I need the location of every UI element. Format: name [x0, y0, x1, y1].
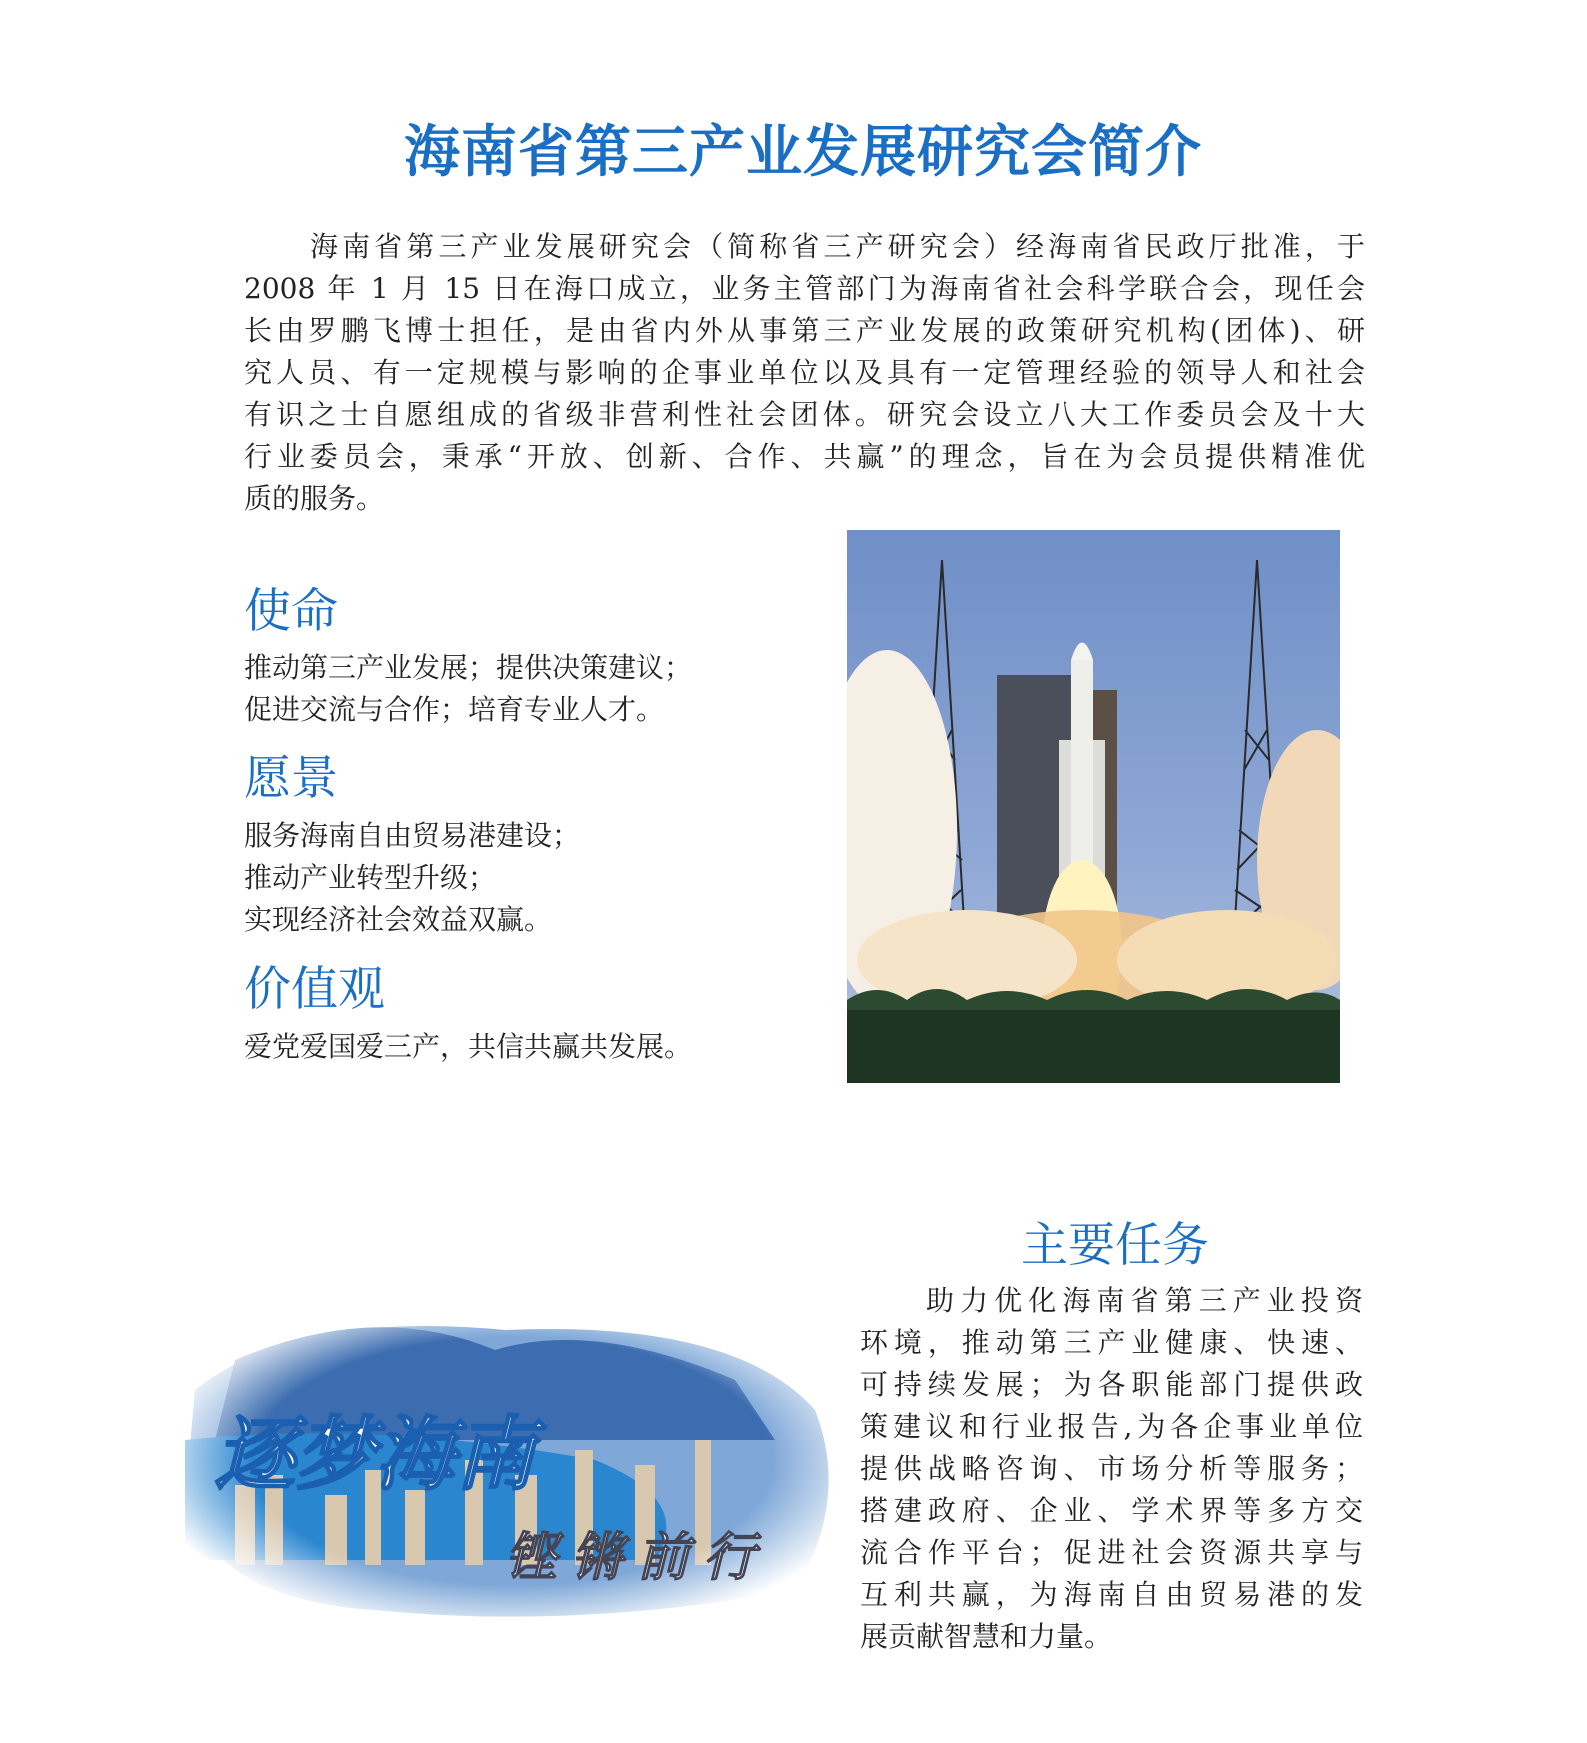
image-caption-sub: 铿锵前行: [505, 1527, 770, 1588]
tasks-line: 策建议和行业报告,为各企事业单位: [860, 1410, 1363, 1443]
vision-item: 实现经济社会效益双赢。: [244, 903, 553, 936]
intro-line: 长由罗鹏飞博士担任，是由省内外从事第三产业发展的政策研究机构(团体)、研: [244, 314, 1365, 347]
image-caption-main: 逐梦海南: [215, 1407, 535, 1501]
intro-line: 究人员、有一定规模与影响的企事业单位以及具有一定管理经验的领导人和社会: [244, 356, 1365, 389]
rocket-launch-image: [847, 530, 1340, 1083]
vision-heading: 愿景: [244, 751, 338, 806]
vision-item: 推动产业转型升级；: [244, 861, 497, 894]
tasks-line: 互利共赢，为海南自由贸易港的发: [860, 1578, 1363, 1611]
mission-heading: 使命: [244, 584, 338, 639]
mission-item: 促进交流与合作；培育专业人才。: [244, 693, 665, 726]
tasks-line: 搭建政府、企业、学术界等多方交: [860, 1494, 1363, 1527]
tasks-line: 流合作平台；促进社会资源共享与: [860, 1536, 1363, 1569]
tasks-line: 提供战略咨询、市场分析等服务；: [860, 1452, 1363, 1485]
intro-line: 质的服务。: [244, 482, 385, 515]
intro-line: 2008 年 1 月 15 日在海口成立，业务主管部门为海南省社会科学联合会，现任会: [244, 272, 1365, 305]
mission-list: [244, 647, 692, 731]
intro-line: 海南省第三产业发展研究会（简称省三产研究会）经海南省民政厅批准，于: [310, 230, 1365, 263]
vision-list: [244, 815, 580, 941]
tasks-line: 环境，推动第三产业健康、快速、: [860, 1326, 1363, 1359]
tasks-heading: 主要任务: [1021, 1218, 1209, 1273]
tasks-paragraph: [860, 1280, 1363, 1658]
tasks-line: 助力优化海南省第三产业投资: [926, 1284, 1363, 1317]
page-title: 海南省第三产业发展研究会简介: [404, 120, 1202, 185]
chasing-dream-hainan-image: [175, 1300, 850, 1622]
values-item: 爱党爱国爱三产，共信共赢共发展。: [244, 1030, 693, 1063]
values-list: [244, 1026, 692, 1068]
tasks-line: 展贡献智慧和力量。: [860, 1620, 1113, 1653]
mission-item: 推动第三产业发展；提供决策建议；: [244, 651, 693, 684]
values-heading: 价值观: [244, 962, 385, 1017]
intro-line: 有识之士自愿组成的省级非营利性社会团体。研究会设立八大工作委员会及十大: [244, 398, 1365, 431]
intro-line: 行业委员会，秉承“开放、创新、合作、共赢”的理念，旨在为会员提供精准优: [244, 440, 1365, 473]
vision-item: 服务海南自由贸易港建设；: [244, 819, 581, 852]
tasks-line: 可持续发展；为各职能部门提供政: [860, 1368, 1363, 1401]
intro-paragraph: [244, 226, 1365, 520]
